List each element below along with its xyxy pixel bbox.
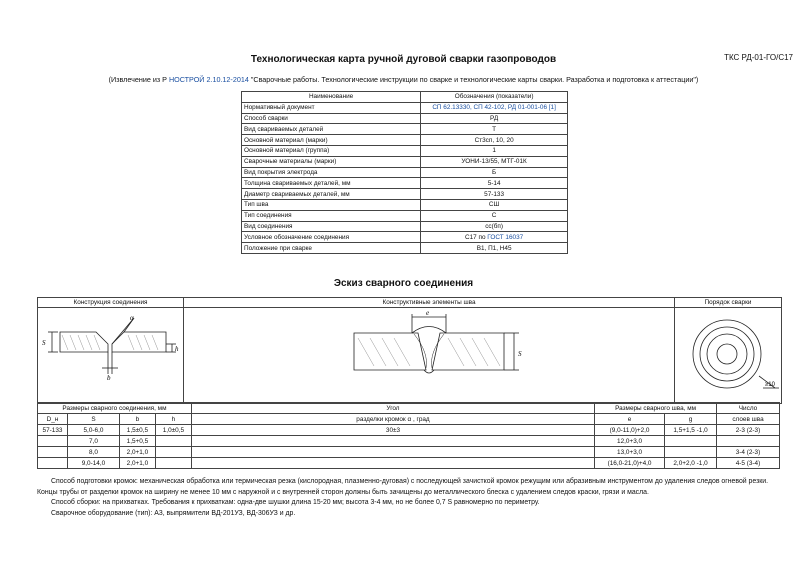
col-b: b xyxy=(119,414,155,425)
property-name: Способ сварки xyxy=(242,113,421,124)
table-row xyxy=(242,189,568,200)
property-value: РД xyxy=(421,113,568,124)
nostroy-link[interactable]: НОСТРОЙ 2.10.12-2014 xyxy=(168,75,249,84)
notes-block xyxy=(37,477,780,519)
property-name: Тип соединения xyxy=(242,210,421,221)
col-h: h xyxy=(155,414,191,425)
table-row xyxy=(38,436,780,447)
table-row xyxy=(242,156,568,167)
property-value: Т xyxy=(421,124,568,135)
property-name: Толщина свариваемых деталей, мм xyxy=(242,178,421,189)
table-row xyxy=(242,210,568,221)
table-row xyxy=(242,178,568,189)
weld-cap xyxy=(412,327,446,334)
property-name: Основной материал (группа) xyxy=(242,145,421,156)
cell: 3-4 (2-3) xyxy=(717,447,780,458)
cell xyxy=(38,447,68,458)
pipe-inner-circle xyxy=(707,334,747,374)
col-s: S xyxy=(67,414,119,425)
property-name: Условное обозначение соединения xyxy=(242,232,421,243)
table-row xyxy=(242,102,568,113)
table-row xyxy=(242,232,568,243)
note-assembly: Способ сборки: на прихватках. Требования к прихваткам: одна-две шушки длина 15-20 мм; высота 3-4 мм, но не более 0,7 S равномерно по периметру. xyxy=(51,499,540,506)
dims-header-row xyxy=(38,403,780,414)
sketch-header-order: Порядок сварки xyxy=(675,298,781,308)
property-name: Основной материал (марки) xyxy=(242,135,421,146)
table-row xyxy=(242,124,568,135)
property-name: Вид соединения xyxy=(242,221,421,232)
property-value: 1 xyxy=(421,145,568,156)
pipe-core-circle xyxy=(717,344,737,364)
table-row xyxy=(242,167,568,178)
cell: 12,0+3,0 xyxy=(595,436,665,447)
extract-suffix: "Сварочные работы. Технологические инструкции по сварке и технологические карты сварки. Разработка и подготовка к аттестации") xyxy=(248,75,699,84)
property-name: Вид покрытия электрода xyxy=(242,167,421,178)
col-dn: D_н xyxy=(38,414,68,425)
left-plate xyxy=(354,333,426,370)
table-row xyxy=(242,113,568,124)
cell xyxy=(717,436,780,447)
sketch-header-elements: Конструктивные элементы шва xyxy=(184,298,674,308)
label-h: h xyxy=(175,345,179,353)
header-layers: Число xyxy=(717,403,780,414)
pipe-mid-circle xyxy=(700,327,754,381)
property-name: Тип шва xyxy=(242,199,421,210)
table-row xyxy=(38,458,780,469)
property-value: Ст3сп, 10, 20 xyxy=(421,135,568,146)
cell: 30±3 xyxy=(191,425,594,436)
cell xyxy=(665,447,717,458)
property-value: С xyxy=(421,210,568,221)
cell: 1,5+1,5 -1,0 xyxy=(665,425,717,436)
cell xyxy=(155,447,191,458)
welding-order-drawing xyxy=(675,308,781,402)
property-value: 5-14 xyxy=(421,178,568,189)
cell xyxy=(191,447,594,458)
property-value: 57-133 xyxy=(421,189,568,200)
document-code: ТКС РД-01-ГО/С17 xyxy=(724,53,793,62)
property-value xyxy=(421,232,568,243)
cell xyxy=(665,436,717,447)
cell: 2-3 (2-3) xyxy=(717,425,780,436)
properties-header-row xyxy=(242,92,568,103)
cell: 13,0+3,0 xyxy=(595,447,665,458)
cell: (9,0-11,0)+2,0 xyxy=(595,425,665,436)
table-row xyxy=(242,221,568,232)
pipe-outer-circle xyxy=(693,320,761,388)
property-value: Б xyxy=(421,167,568,178)
label-s10: ≥10 xyxy=(765,382,775,388)
designation-prefix: С17 по xyxy=(464,233,488,241)
table-row xyxy=(242,135,568,146)
header-value: Обозначения (показатели) xyxy=(421,92,568,103)
cell xyxy=(191,458,594,469)
cell: 2,0+2,0 -1,0 xyxy=(665,458,717,469)
sketch-title: Эскиз сварного соединения xyxy=(333,278,474,289)
cell xyxy=(155,436,191,447)
note-edge-prep: Способ подготовки кромок: механическая обработка или термическая резка (кислородная, плазменно-дуговая) с последующей зачисткой кромок режущим или абразивным инструментом до удаления следов огневой резки. Концы трубы от разделки кромок на ширину не менее 10 мм с наружной и с внутренней сторон должны быть зачищены до металлического блеска с удалением следов краски, грязи и масла. xyxy=(37,478,769,496)
header-weld-dims: Размеры сварного шва, мм xyxy=(595,403,717,414)
cell: 4-5 (3-4) xyxy=(717,458,780,469)
label-b: b xyxy=(107,374,111,382)
property-name: Нормативный документ xyxy=(242,102,421,113)
table-row xyxy=(242,145,568,156)
sketch-header-construction: Конструкция соединения xyxy=(38,298,183,308)
table-row xyxy=(242,243,568,254)
label-s: S xyxy=(42,339,46,347)
label-s-weld: S xyxy=(518,350,522,358)
cell: 8,0 xyxy=(67,447,119,458)
cell: 2,0+1,0 xyxy=(119,458,155,469)
label-e: e xyxy=(426,309,430,317)
property-value: сс(бп) xyxy=(421,221,568,232)
table-row xyxy=(242,199,568,210)
cell: 1,0±0,5 xyxy=(155,425,191,436)
extract-note xyxy=(0,75,807,84)
cell: 7,0 xyxy=(67,436,119,447)
header-name: Наименование xyxy=(242,92,421,103)
cell: 1,5±0,5 xyxy=(119,425,155,436)
weld-root xyxy=(424,370,434,373)
cell xyxy=(38,436,68,447)
col-g: g xyxy=(665,414,717,425)
dimensions-table xyxy=(37,402,780,469)
col-layers: слоев шва xyxy=(717,414,780,425)
cell: 1,5+0,5 xyxy=(119,436,155,447)
cell: 9,0-14,0 xyxy=(67,458,119,469)
dims-subheader-row xyxy=(38,414,780,425)
note-equipment: Сварочное оборудование (тип): А3, выпрямители ВД-201УЗ, ВД-306УЗ и др. xyxy=(51,509,296,517)
cell xyxy=(38,458,68,469)
col-alpha: разделки кромок α , град xyxy=(191,414,594,425)
cell: 2,0+1,0 xyxy=(119,447,155,458)
property-name: Сварочные материалы (марки) xyxy=(242,156,421,167)
property-value: УОНИ-13/55, МТГ-01К xyxy=(421,156,568,167)
weld-elements-drawing xyxy=(184,308,674,402)
property-value: СШ xyxy=(421,199,568,210)
label-alpha: α xyxy=(130,314,134,322)
cell: 5,0-6,0 xyxy=(67,425,119,436)
left-pipe-wall xyxy=(60,332,108,352)
page-title: Технологическая карта ручной дуговой сварки газопроводов xyxy=(250,54,557,65)
property-name: Вид свариваемых деталей xyxy=(242,124,421,135)
property-value: В1, П1, Н45 xyxy=(421,243,568,254)
property-value[interactable]: СП 62.13330, СП 42-102, РД 01-001-06 [1] xyxy=(421,102,568,113)
table-row xyxy=(38,447,780,458)
header-joint-dims: Размеры сварного соединения, мм xyxy=(38,403,192,414)
weld-sketch-panel xyxy=(37,297,782,404)
joint-construction-drawing xyxy=(38,308,183,402)
extract-prefix: (Извлечение из Р xyxy=(108,75,169,84)
table-row xyxy=(38,425,780,436)
header-angle: Угол xyxy=(191,403,594,414)
cell xyxy=(155,458,191,469)
cell xyxy=(191,436,594,447)
property-name: Положение при сварке xyxy=(242,243,421,254)
cell: 57-133 xyxy=(38,425,68,436)
property-name: Диаметр свариваемых деталей, мм xyxy=(242,189,421,200)
col-e: e xyxy=(595,414,665,425)
cell: (16,0-21,0)+4,0 xyxy=(595,458,665,469)
gost-link[interactable]: ГОСТ 16037 xyxy=(487,233,524,241)
properties-table xyxy=(241,91,568,254)
right-plate xyxy=(432,333,504,370)
